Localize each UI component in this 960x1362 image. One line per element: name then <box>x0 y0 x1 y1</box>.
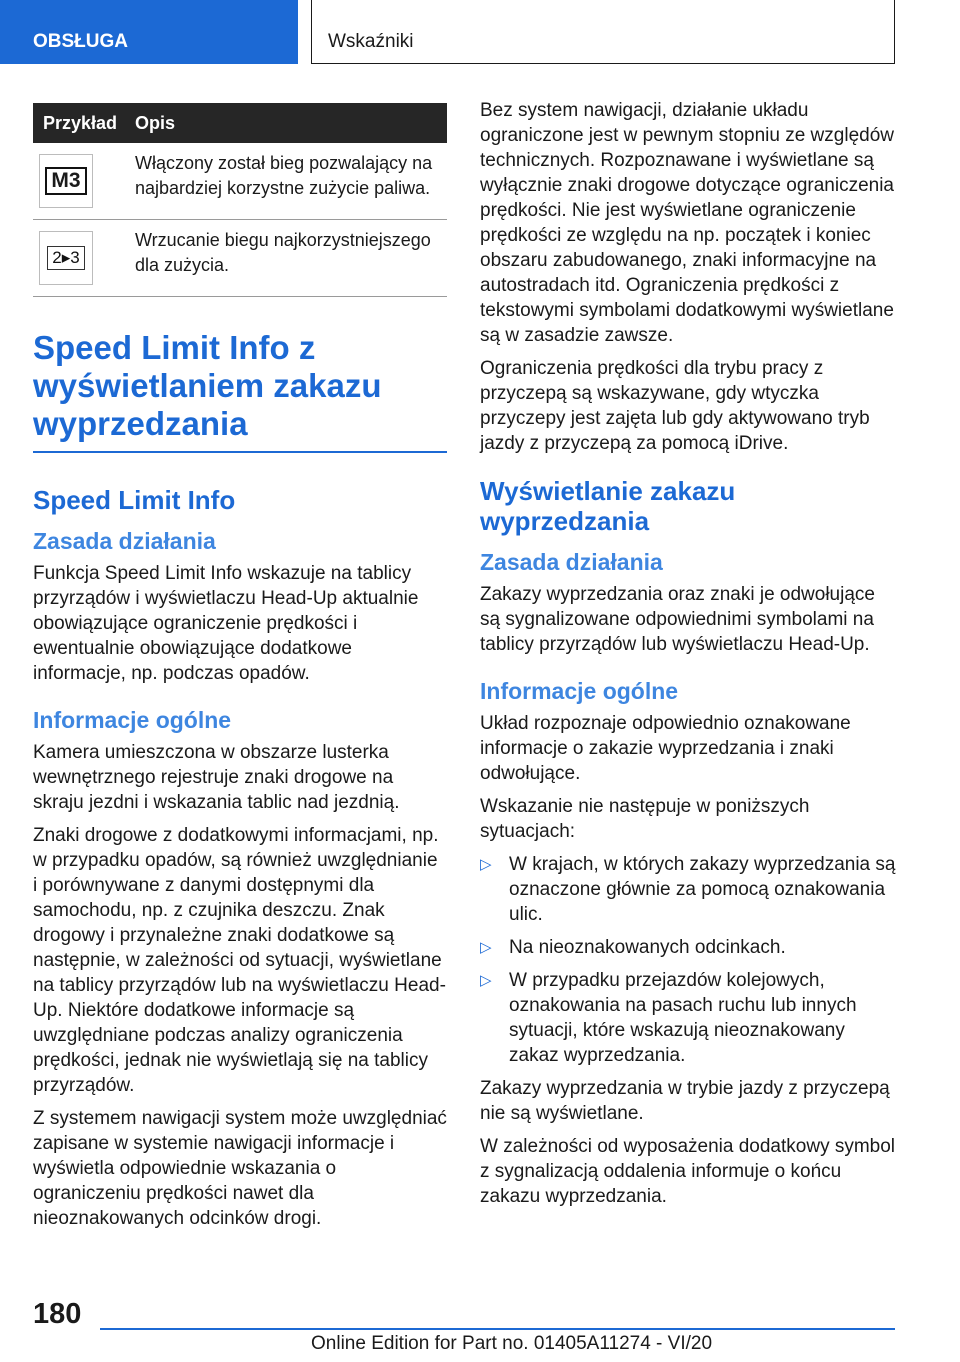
heading-general-info: Informacje ogólne <box>480 678 679 704</box>
paragraph-trailer: Zakazy wyprzedzania w trybie jazdy z przyczepą nie są wyświetlane. <box>480 1078 890 1124</box>
table-cell-text: Wrzucanie biegu najkorzystniejszego dla zużycia. <box>129 220 447 297</box>
table-cell-icon <box>33 220 129 297</box>
list-item <box>480 968 896 1068</box>
situations-list <box>480 852 896 1068</box>
gear-shift-2-to-3-icon <box>39 231 93 285</box>
list-item <box>480 935 896 960</box>
heading-general-info: Informacje ogólne <box>33 707 232 733</box>
paragraph-navigation-2: Ograniczenia prędkości dla trybu pracy z przyczepą są wskazywane, gdy wtyczka przyczepy jest zajęta lub gdy aktywowano tryb jazdy z przyczepą za pomocą iDrive. <box>480 358 870 454</box>
paragraph-general-2: Znaki drogowe z dodatkowymi informacjami, np. w przypadku opadów, są również uwzględnianie i porównywane z danymi dostępnymi dla samochodu, np. z czujnika deszczu. Znak drogowy i przynależne znaki dodatkowe są następnie, w zależności od sytuacji, wyświetlane na tablicy przyrządów lub na wyświetlaczu Head-Up. Niektóre dodatkowe informacje są uwzględniane podczas analizy ograniczenia prędkości, jednak nie wyświetlają się na tablicy przyrządów. <box>33 825 446 1096</box>
chapter-tab[interactable]: Wskaźniki <box>311 0 895 64</box>
gear-m3-label: M3 <box>45 167 86 195</box>
list-item <box>480 852 896 927</box>
gear-m3-icon <box>39 154 93 208</box>
triangle-bullet-icon: ▷ <box>480 972 492 989</box>
list-item-text: Na nieoznakowanych odcinkach. <box>509 937 786 958</box>
list-item-text: W krajach, w których zakazy wyprzedzania są oznaczone głównie za pomocą oznakowania ulic. <box>509 854 896 925</box>
table-row <box>33 143 447 220</box>
triangle-bullet-icon: ▷ <box>480 939 492 956</box>
list-item-text: W przypadku przejazdów kolejowych, oznakowania na pasach ruchu lub innych sytuacji, które wskazują nieoznakowany zakaz wyprzedzania. <box>509 970 857 1066</box>
footer-divider <box>100 1328 895 1330</box>
table-header-example: Przykład <box>33 103 129 143</box>
example-table <box>33 103 447 297</box>
table-header-row <box>33 103 447 143</box>
paragraph-navigation-1: Bez system nawigacji, działanie układu ograniczone jest w pewnym stopniu ze względów technicznych. Rozpoznawane i wyświetlane są wyłącznie znaki drogowe dotyczące ograniczenia prędkości. Nie jest wyświetlane ograniczenie prędkości ze względu na np. początek i koniec obszaru zabudowanego, znaki informacyjne na autostradach itd. Ograniczenia prędkości z tekstowymi symbolami dodatkowymi wyświetlane są w zasadzie zawsze. <box>480 100 895 346</box>
heading-principle: Zasada działania <box>480 549 663 575</box>
paragraph-principle: Funkcja Speed Limit Info wskazuje na tablicy przyrządów i wyświetlaczu Head-Up aktualnie obowiązujące ograniczenie prędkości i ewentualnie obowiązujące dodatkowe informacje, np. podczas opadów. <box>33 563 419 684</box>
table-header-description: Opis <box>129 103 447 143</box>
heading-principle: Zasada działania <box>33 528 216 554</box>
gear-shift-label: 2▸3 <box>47 246 84 270</box>
section-title: Speed Limit Info z wyświetlaniem zakazu wyprzedzania <box>33 329 447 453</box>
paragraph-general-1: Układ rozpoznaje odpowiednio oznakowane informacje o zakazie wyprzedzania i znaki odwołujące. <box>480 713 851 784</box>
paragraph-general-1: Kamera umieszczona w obszarze lusterka wewnętrznego rejestruje znaki drogowe na skraju jezdni i wskazania tablic nad jezdnią. <box>33 742 400 813</box>
page-number: 180 <box>33 1298 82 1330</box>
footer-edition: Online Edition for Part no. 01405A11274 - VI/20 <box>311 1333 713 1354</box>
right-column <box>480 98 896 1217</box>
table-cell-text: Włączony został bieg pozwalający na najbardziej korzystne zużycie paliwa. <box>129 143 447 220</box>
triangle-bullet-icon: ▷ <box>480 856 492 873</box>
paragraph-equipment: W zależności od wyposażenia dodatkowy symbol z sygnalizacją oddalenia informuje o końcu zakazu wyprzedzania. <box>480 1136 896 1207</box>
subsection-title-no-overtaking: Wyświetlanie zakazu wyprzedzania <box>480 476 736 536</box>
section-tab[interactable]: OBSŁUGA <box>0 0 298 64</box>
paragraph-general-3: Z systemem nawigacji system może uwzględniać zapisane w systemie nawigacji informacje i wyświetla odpowiednie wskazania o ograniczeniu prędkości nawet dla nieoznakowanych odcinków drogi. <box>33 1108 447 1229</box>
table-row <box>33 220 447 297</box>
left-column <box>33 103 447 1239</box>
paragraph-principle: Zakazy wyprzedzania oraz znaki je odwołujące są sygnalizowane odpowiednimi symbolami na tablicy przyrządów lub wyświetlaczu Head-Up. <box>480 584 875 655</box>
subsection-title-speed-limit-info: Speed Limit Info <box>33 485 236 515</box>
table-cell-icon <box>33 143 129 220</box>
paragraph-general-2: Wskazanie nie następuje w poniższych sytuacjach: <box>480 796 810 842</box>
